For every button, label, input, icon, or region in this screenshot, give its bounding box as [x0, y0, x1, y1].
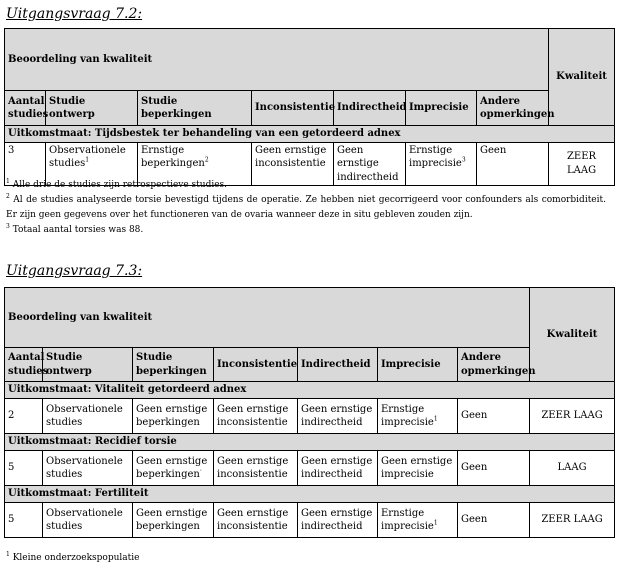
- outcome-label: Uitkomstmaat: Tijdsbestek ter behandeling van een getordeerd adnex: [5, 126, 615, 143]
- cell-indirectness: Geen ernstige indirectheid: [298, 399, 378, 434]
- heading-uitgangsvraag-7-3: Uitgangsvraag 7.3:: [6, 263, 143, 279]
- cell-inconsistency: Geen ernstige inconsistentie: [214, 503, 298, 538]
- footnotes-7-2: [6, 178, 606, 238]
- cell-inconsistency: Geen ernstige inconsistentie: [214, 451, 298, 486]
- cell-count: 5: [5, 503, 43, 538]
- table-column-header-row: [5, 91, 615, 126]
- footnote-1: $^1$ Kleine onderzoekspopulatie: [6, 551, 140, 563]
- cell-other: Geen: [458, 399, 530, 434]
- table-row: [5, 451, 615, 486]
- header-beoordeling: Beoordeling van kwaliteit: [5, 288, 530, 348]
- cell-design: Observationele studies: [43, 399, 133, 434]
- col-aantal-studies: Aantal studies: [5, 348, 43, 382]
- cell-count: 3: [5, 142, 46, 186]
- table-row: [5, 399, 615, 434]
- cell-count: 2: [5, 399, 43, 434]
- quality-table-7-2: [4, 28, 615, 186]
- table-header-top-row: [5, 29, 615, 91]
- cell-count: 5: [5, 451, 43, 486]
- col-studie-beperkingen: Studie beperkingen: [133, 348, 214, 382]
- outcome-row: [5, 434, 615, 451]
- cell-inconsistency: Geen ernstige inconsistentie: [252, 142, 334, 186]
- cell-inconsistency: Geen ernstige inconsistentie: [214, 399, 298, 434]
- outcome-label: Uitkomstmaat: Fertiliteit: [5, 486, 615, 503]
- table-header-top-row: [5, 288, 615, 348]
- cell-quality: ZEER LAAG: [549, 142, 615, 186]
- header-beoordeling: Beoordeling van kwaliteit: [5, 29, 549, 91]
- cell-indirectness: Geen ernstige indirectheid: [298, 503, 378, 538]
- col-andere-opmerkingen: Andere opmerkingen: [477, 91, 549, 126]
- outcome-row: [5, 382, 615, 399]
- cell-imprecision: Ernstige imprecisie$^1$: [378, 503, 458, 538]
- col-indirectheid: Indirectheid: [334, 91, 406, 126]
- footnote-3: $^3$ Totaal aantal torsies was 88.: [6, 223, 144, 235]
- cell-design: Observationele studies$^1$: [46, 142, 138, 186]
- col-aantal-studies: Aantal studies: [5, 91, 46, 126]
- cell-indirectness: Geen ernstige indirectheid: [298, 451, 378, 486]
- col-imprecisie: Imprecisie: [406, 91, 477, 126]
- header-kwaliteit: Kwaliteit: [530, 288, 615, 382]
- footnote-1: $^1$ Alle drie de studies zijn retrospectieve studies.: [6, 178, 228, 190]
- cell-imprecision: Ernstige imprecisie$^1$: [378, 399, 458, 434]
- cell-imprecision: Ernstige imprecisie$^3$: [406, 142, 477, 186]
- col-inconsistentie: Inconsistentie: [214, 348, 298, 382]
- cell-quality: LAAG: [530, 451, 615, 486]
- col-andere-opmerkingen: Andere opmerkingen: [458, 348, 530, 382]
- cell-design: Observationele studies: [43, 451, 133, 486]
- col-studie-ontwerp: Studie ontwerp: [43, 348, 133, 382]
- col-indirectheid: Indirectheid: [298, 348, 378, 382]
- outcome-row: [5, 486, 615, 503]
- table-row: [5, 503, 615, 538]
- cell-quality: ZEER LAAG: [530, 503, 615, 538]
- col-imprecisie: Imprecisie: [378, 348, 458, 382]
- col-studie-ontwerp: Studie ontwerp: [46, 91, 138, 126]
- cell-other: Geen: [458, 451, 530, 486]
- col-studie-beperkingen: Studie beperkingen: [138, 91, 252, 126]
- outcome-row: [5, 126, 615, 143]
- cell-limitations: Geen ernstige beperkingen: [133, 399, 214, 434]
- heading-uitgangsvraag-7-2: Uitgangsvraag 7.2:: [6, 6, 143, 22]
- cell-other: Geen: [477, 142, 549, 186]
- cell-indirectness: Geen ernstige indirectheid: [334, 142, 406, 186]
- cell-limitations: Geen ernstige beperkingen·: [133, 451, 214, 486]
- cell-design: Observationele studies: [43, 503, 133, 538]
- quality-table-7-3: [4, 287, 615, 538]
- cell-quality: ZEER LAAG: [530, 399, 615, 434]
- table-column-header-row: [5, 348, 615, 382]
- header-kwaliteit: Kwaliteit: [549, 29, 615, 126]
- footnotes-7-3: [6, 551, 606, 566]
- cell-imprecision: Geen ernstige imprecisie: [378, 451, 458, 486]
- cell-limitations: Geen ernstige beperkingen: [133, 503, 214, 538]
- cell-other: Geen: [458, 503, 530, 538]
- footnote-2: $^2$ Al de studies analyseerde torsie bevestigd tijdens de operatie. Ze hebben niet gecorrigeerd voor confounders als comorbiditeit. Er zijn geen gegevens over het functioneren van de ovaria wanneer deze in situ gebleven zouden zijn.: [6, 193, 606, 220]
- cell-limitations: Ernstige beperkingen$^2$: [138, 142, 252, 186]
- outcome-label: Uitkomstmaat: Vitaliteit getordeerd adnex: [5, 382, 615, 399]
- outcome-label: Uitkomstmaat: Recidief torsie: [5, 434, 615, 451]
- col-inconsistentie: Inconsistentie: [252, 91, 334, 126]
